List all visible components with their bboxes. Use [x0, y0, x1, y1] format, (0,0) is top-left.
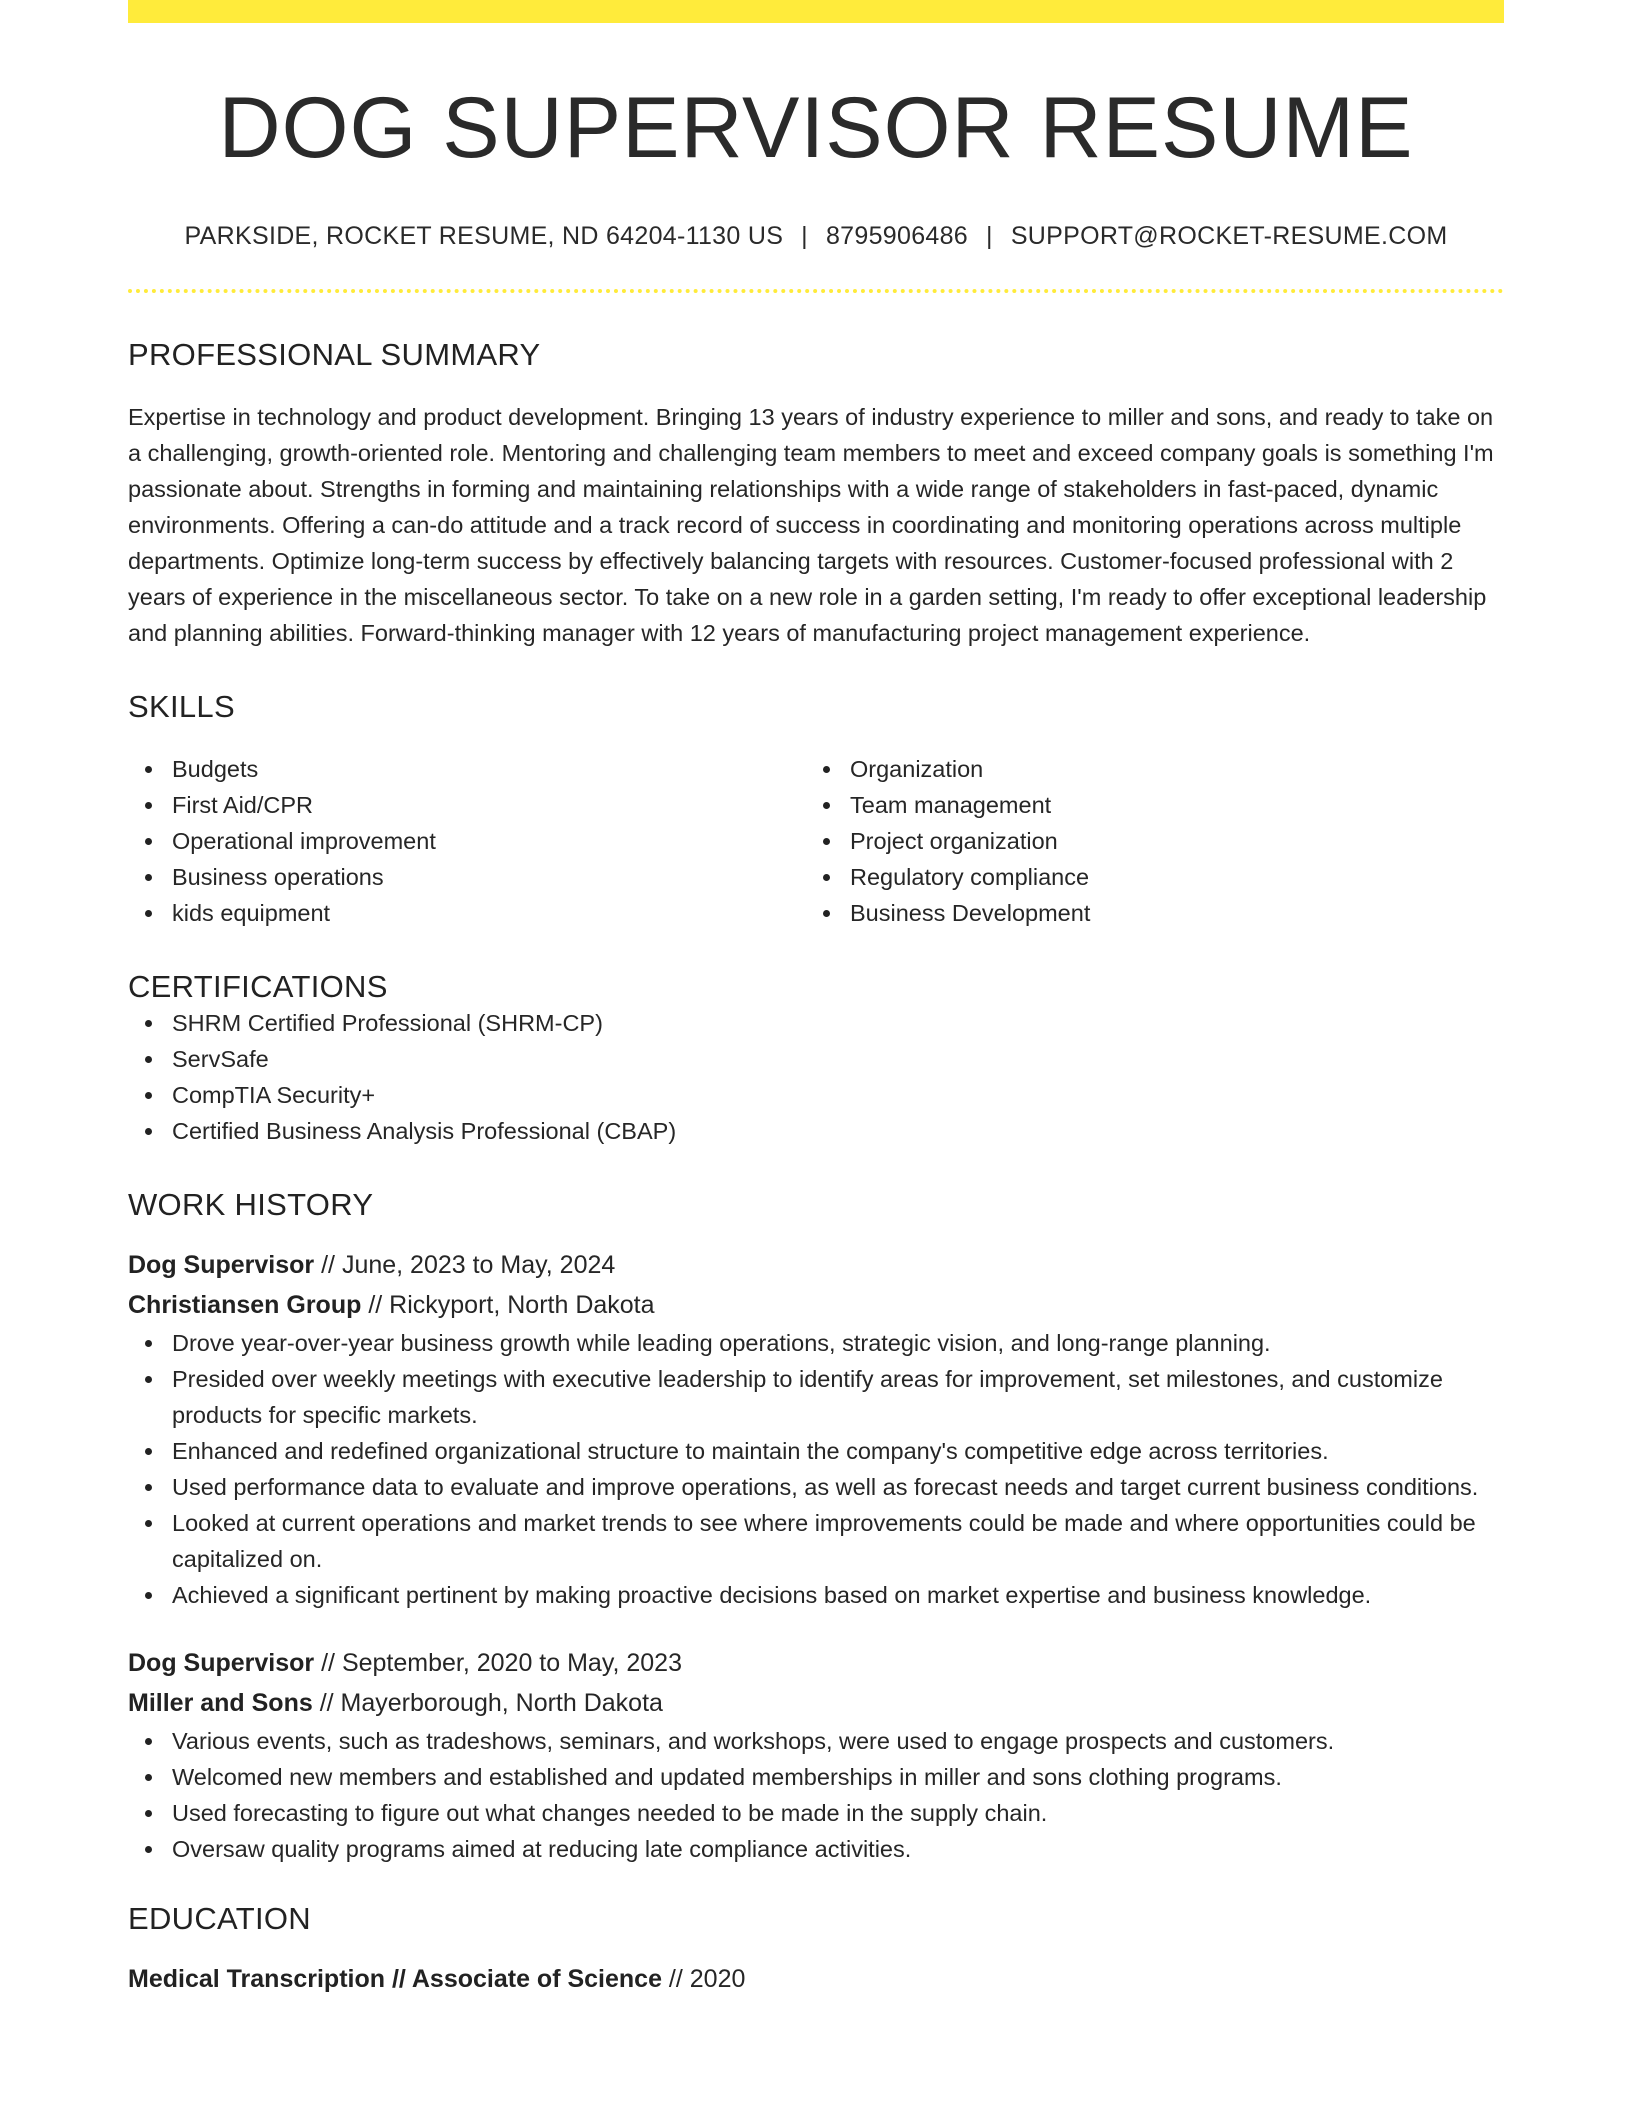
- certifications-heading: CERTIFICATIONS: [128, 968, 388, 1004]
- contact-phone: 8795906486: [825, 221, 969, 250]
- certification-item: Certified Business Analysis Professional (CBAP): [128, 1113, 1504, 1149]
- resume-title: DOG SUPERVISOR RESUME: [218, 80, 1414, 176]
- dotted-divider: [128, 289, 1504, 293]
- certification-item: CompTIA Security+: [128, 1077, 1504, 1113]
- skills-heading: SKILLS: [128, 688, 235, 724]
- summary-heading: PROFESSIONAL SUMMARY: [128, 336, 541, 372]
- skill-item: Operational improvement: [128, 823, 806, 859]
- accent-top-bar: [128, 0, 1504, 23]
- skill-item: Regulatory compliance: [806, 859, 1484, 895]
- contact-separator: |: [801, 221, 808, 250]
- job-role-line: [128, 1245, 1504, 1285]
- work-history-heading: WORK HISTORY: [128, 1186, 374, 1222]
- education-heading: EDUCATION: [128, 1900, 311, 1936]
- job-duty-item: Used forecasting to figure out what changes needed to be made in the supply chain.: [128, 1795, 1504, 1831]
- job-duty-item: Presided over weekly meetings with executive leadership to identify areas for improvement, set milestones, and customize products for specific markets.: [128, 1361, 1504, 1433]
- job-duty-item: Achieved a significant pertinent by making proactive decisions based on market expertise and business knowledge.: [128, 1577, 1504, 1613]
- education-line: [128, 1959, 1504, 1999]
- job-duty-item: Drove year-over-year business growth while leading operations, strategic vision, and long-range planning.: [128, 1325, 1504, 1361]
- skills-column-right: [806, 751, 1484, 931]
- skill-item: Organization: [806, 751, 1484, 787]
- job-duty-item: Used performance data to evaluate and improve operations, as well as forecast needs and target current business conditions.: [128, 1469, 1504, 1505]
- skill-item: First Aid/CPR: [128, 787, 806, 823]
- job-duties-list: [128, 1723, 1504, 1867]
- job-company: Miller and Sons: [128, 1688, 313, 1717]
- contact-separator: |: [986, 221, 993, 250]
- job-duties-list: [128, 1325, 1504, 1613]
- job-role: Dog Supervisor: [128, 1250, 315, 1279]
- skill-item: Business Development: [806, 895, 1484, 931]
- skills-grid: [128, 751, 1504, 931]
- education-degree: Medical Transcription // Associate of Science: [128, 1964, 662, 1993]
- job-duty-item: Various events, such as tradeshows, seminars, and workshops, were used to engage prospects and customers.: [128, 1723, 1504, 1759]
- contact-email: SUPPORT@ROCKET-RESUME.COM: [1010, 221, 1448, 250]
- job-company-line: [128, 1683, 1504, 1723]
- skill-item: Team management: [806, 787, 1484, 823]
- summary-text: Expertise in technology and product development. Bringing 13 years of industry experience to miller and sons, and ready to take on a challenging, growth-oriented role. Mentoring and challenging team members to meet and exceed company goals is something I'm passionate about. Strengths in forming and maintaining relationships with a wide range of stakeholders in fast-paced, dynamic environments. Offering a can-do attitude and a track record of success in coordinating and monitoring operations across multiple departments. Optimize long-term success by effectively balancing targets with resources. Customer-focused professional with 2 years of experience in the miscellaneous sector. To take on a new role in a garden setting, I'm ready to offer exceptional leadership and planning abilities. Forward-thinking manager with 12 years of manufacturing project management experience.: [128, 403, 1494, 646]
- job-duty-item: Enhanced and redefined organizational structure to maintain the company's competitive edge across territories.: [128, 1433, 1504, 1469]
- job-duty-item: Looked at current operations and market trends to see where improvements could be made and where opportunities could be capitalized on.: [128, 1505, 1504, 1577]
- job-dates: // June, 2023 to May, 2024: [314, 1250, 616, 1279]
- contact-line: [128, 222, 1504, 251]
- skills-column-left: [128, 751, 806, 931]
- job-duty-item: Welcomed new members and established and updated memberships in miller and sons clothing programs.: [128, 1759, 1504, 1795]
- skill-item: Project organization: [806, 823, 1484, 859]
- skill-item: kids equipment: [128, 895, 806, 931]
- job-dates: // September, 2020 to May, 2023: [314, 1648, 682, 1677]
- certifications-list: [128, 1005, 1504, 1149]
- job-role-line: [128, 1643, 1504, 1683]
- job-company: Christiansen Group: [128, 1290, 362, 1319]
- resume-page: [128, 0, 1504, 1999]
- job-location: // Mayerborough, North Dakota: [312, 1688, 663, 1717]
- skill-item: Business operations: [128, 859, 806, 895]
- certification-item: SHRM Certified Professional (SHRM-CP): [128, 1005, 1504, 1041]
- contact-address: PARKSIDE, ROCKET RESUME, ND 64204-1130 US: [184, 221, 784, 250]
- skill-item: Budgets: [128, 751, 806, 787]
- job-company-line: [128, 1285, 1504, 1325]
- job-role: Dog Supervisor: [128, 1648, 315, 1677]
- education-year: // 2020: [661, 1964, 746, 1993]
- job-duty-item: Oversaw quality programs aimed at reducing late compliance activities.: [128, 1831, 1504, 1867]
- certification-item: ServSafe: [128, 1041, 1504, 1077]
- job-location: // Rickyport, North Dakota: [361, 1290, 655, 1319]
